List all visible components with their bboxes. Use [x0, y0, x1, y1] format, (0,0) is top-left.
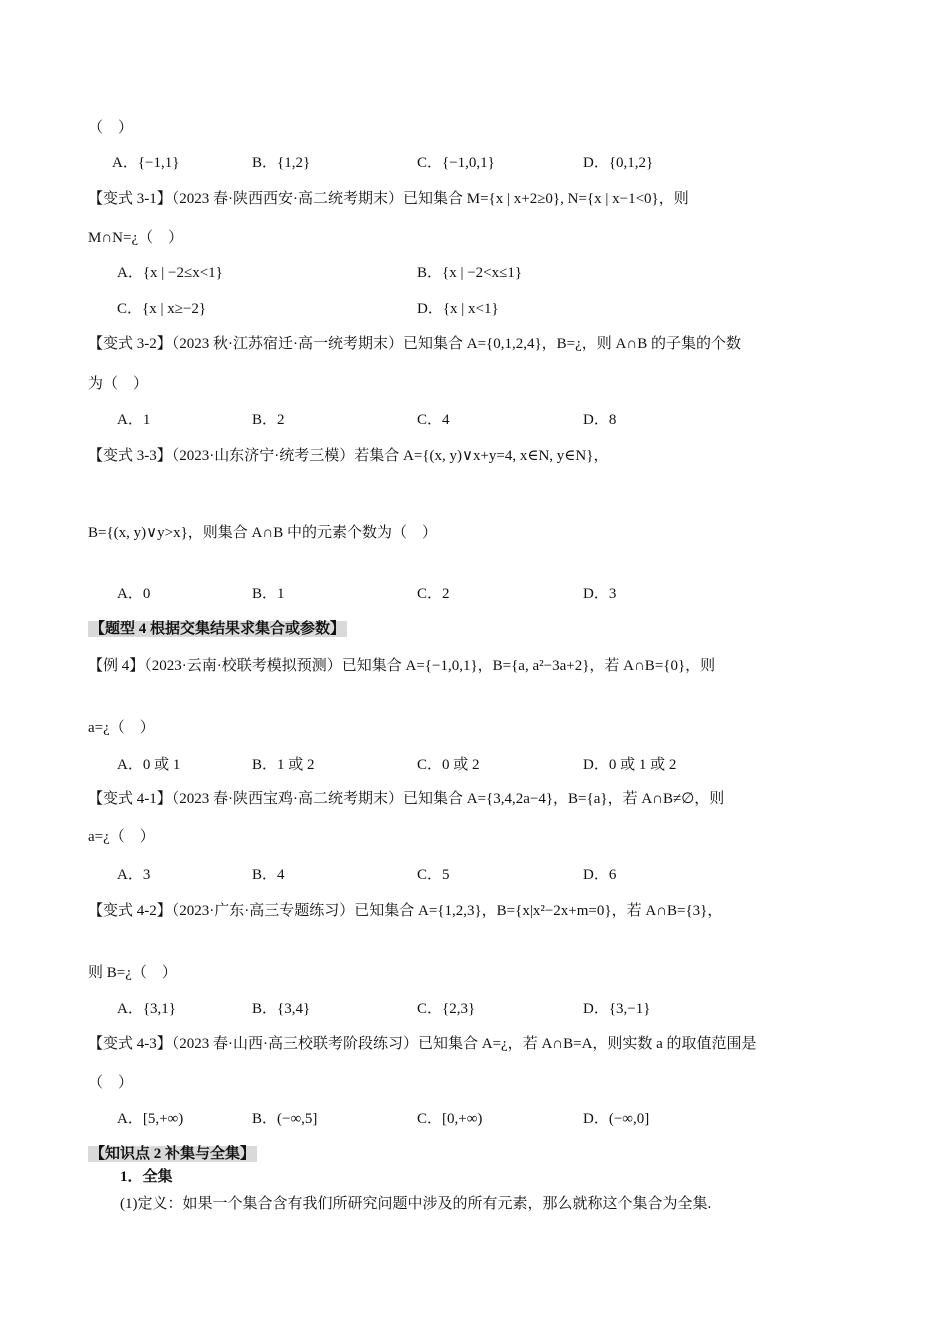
- section-title: 【题型 4 根据交集结果求集合或参数】: [90, 621, 346, 637]
- option-c: C．{x | x≥−2}: [117, 301, 207, 317]
- question-4-1-line1: 【变式 4-1】（2023 春·陕西宝鸡·高二统考期末）已知集合 A={3,4,2a−4}，B={a}，若 A∩B≠∅，则: [88, 791, 725, 807]
- subheading-universal-set: 1．全集: [120, 1169, 173, 1185]
- option-b: B．{x | −2<x≤1}: [417, 265, 523, 281]
- option-b: B．(−∞,5]: [252, 1111, 318, 1127]
- option-b: B．1 或 2: [252, 757, 315, 773]
- question-4-2-line2: 则 B=¿（ ）: [88, 965, 177, 981]
- option-d: D．{x | x<1}: [417, 301, 499, 317]
- question-3-3-line1: 【变式 3-3】（2023·山东济宁·统考三模）若集合 A={(x, y)∨x+y=4, x∈N, y∈N}，: [88, 448, 609, 464]
- option-a: A．3: [117, 867, 151, 883]
- option-b: B．2: [252, 412, 285, 428]
- option-a: A．0: [117, 586, 151, 602]
- question-4-3-line1: 【变式 4-3】（2023 春·山西·高三校联考阶段练习）已知集合 A=¿，若 A∩B=A，则实数 a 的取值范围是: [88, 1036, 757, 1052]
- question-3-2-line1: 【变式 3-2】（2023 秋·江苏宿迁·高一统考期末）已知集合 A={0,1,2,4}，B=¿，则 A∩B 的子集的个数: [88, 336, 741, 352]
- definition-text: (1)定义：如果一个集合含有我们所研究问题中涉及的所有元素，那么就称这个集合为全集.: [120, 1196, 712, 1212]
- option-d: D．{3,−1}: [583, 1001, 651, 1017]
- option-c: C．0 或 2: [417, 757, 480, 773]
- example-4-line2: a=¿（ ）: [88, 720, 155, 736]
- option-c: C．2: [417, 586, 450, 602]
- option-b: B．{1,2}: [252, 155, 311, 171]
- question-3-1-line1: 【变式 3-1】（2023 春·陕西西安·高二统考期末）已知集合 M={x | x+2≥0}, N={x | x−1<0}，则: [88, 191, 689, 207]
- option-c: C．[0,+∞): [417, 1111, 483, 1127]
- option-d: D．8: [583, 412, 617, 428]
- question-4-2-line1: 【变式 4-2】（2023·广东·高三专题练习）已知集合 A={1,2,3}，B={x|x²−2x+m=0}，若 A∩B={3}，: [88, 903, 723, 919]
- knowledge-title: 【知识点 2 补集与全集】: [90, 1146, 256, 1162]
- knowledge-heading-2: [88, 1143, 257, 1165]
- option-a: A．[5,+∞): [117, 1111, 184, 1127]
- option-a: A．{x | −2≤x<1}: [117, 265, 223, 281]
- option-a: A．{3,1}: [117, 1001, 176, 1017]
- option-a: A．{−1,1}: [112, 155, 180, 171]
- option-b: B．4: [252, 867, 285, 883]
- option-d: D．0 或 1 或 2: [583, 757, 677, 773]
- option-d: D．(−∞,0]: [583, 1111, 650, 1127]
- section-heading-4: [88, 618, 347, 640]
- option-d: D．6: [583, 867, 617, 883]
- option-b: B．{3,4}: [252, 1001, 311, 1017]
- option-d: D．3: [583, 586, 617, 602]
- example-4-line1: 【例 4】（2023·云南·校联考模拟预测）已知集合 A={−1,0,1}，B={a, a²−3a+2}，若 A∩B={0}，则: [88, 658, 716, 674]
- option-c: C．5: [417, 867, 450, 883]
- question-3-1-line2: M∩N=¿（ ）: [88, 230, 184, 246]
- question-3-3-line2: B={(x, y)∨y>x}，则集合 A∩B 中的元素个数为（ ）: [88, 525, 437, 541]
- question-4-3-line2: （ ）: [88, 1075, 134, 1091]
- option-c: C．{−1,0,1}: [417, 155, 495, 171]
- option-c: C．4: [417, 412, 450, 428]
- option-d: D．{0,1,2}: [583, 155, 654, 171]
- option-a: A．1: [117, 412, 151, 428]
- option-b: B．1: [252, 586, 285, 602]
- question-4-1-line2: a=¿（ ）: [88, 829, 155, 845]
- option-c: C．{2,3}: [417, 1001, 476, 1017]
- paren-blank: （ ）: [88, 120, 134, 136]
- option-a: A．0 或 1: [117, 757, 181, 773]
- question-3-2-line2: 为（ ）: [88, 376, 149, 392]
